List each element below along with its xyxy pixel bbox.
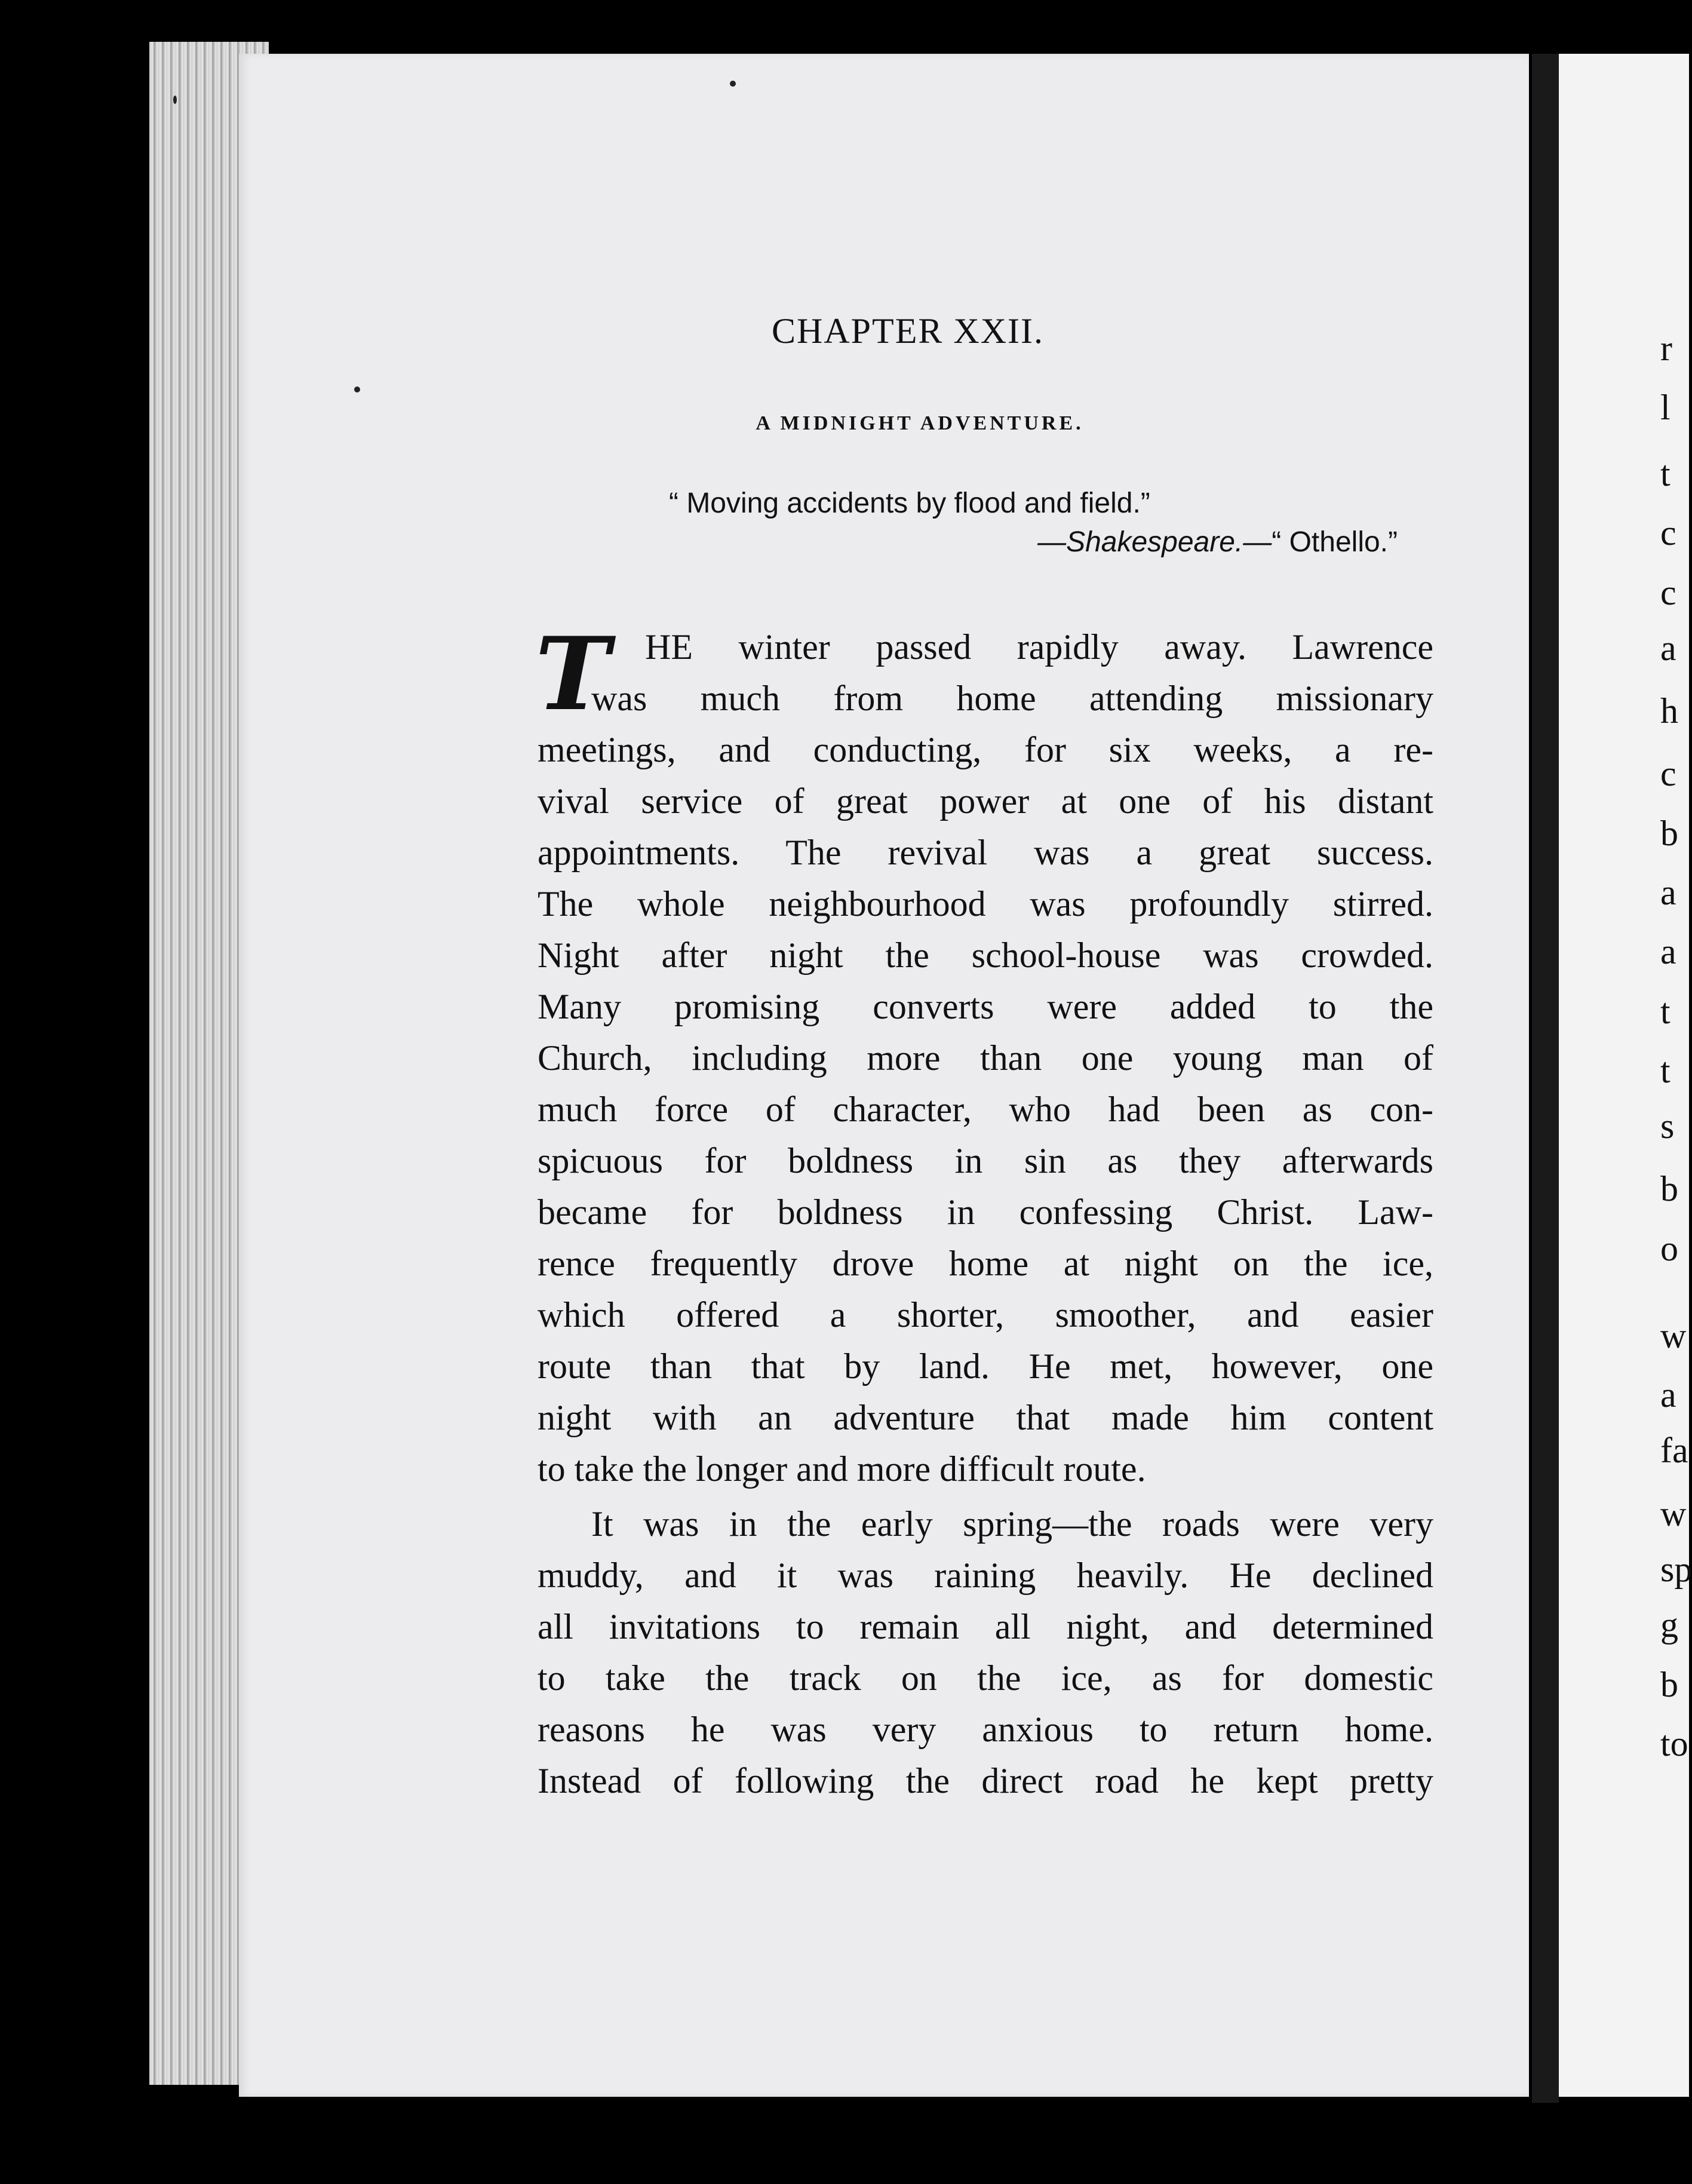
text-line: route than that by land. He met, however, one <box>538 1346 1433 1386</box>
epigraph <box>669 487 1398 559</box>
epigraph-author: —Shakespeare.— <box>1037 526 1272 558</box>
facing-page-letter: c <box>1660 572 1676 612</box>
facing-page-letter: a <box>1660 628 1676 668</box>
facing-page-letter: b <box>1660 1169 1678 1209</box>
facing-page-letter: r <box>1660 328 1672 368</box>
text-line: spicuous for boldness in sin as they afterwards <box>538 1141 1433 1180</box>
paragraph <box>538 621 1433 1495</box>
text-line: rence frequently drove home at night on the ice, <box>538 1244 1433 1283</box>
text-line: was much from home attending missionary <box>591 679 1433 718</box>
text-line: all invitations to remain all night, and determined <box>538 1607 1433 1646</box>
facing-page-letter: c <box>1660 754 1676 794</box>
text-line: Church, including more than one young man of <box>538 1038 1433 1078</box>
facing-page-letter: l <box>1660 388 1670 428</box>
facing-page-letter: c <box>1660 513 1676 553</box>
facing-page-letter: a <box>1660 873 1676 912</box>
book-gutter <box>1532 54 1559 2103</box>
facing-page-letter: t <box>1660 454 1670 494</box>
facing-page-letter: g <box>1660 1605 1678 1645</box>
text-line: night with an adventure that made him content <box>538 1398 1433 1437</box>
facing-page-letter: sp <box>1660 1549 1692 1589</box>
text-line: vival service of great power at one of his distant <box>538 781 1433 821</box>
text-line: to take the track on the ice, as for domestic <box>538 1658 1433 1698</box>
epigraph-quote: “ Moving accidents by flood and field.” <box>669 487 1150 519</box>
text-line: meetings, and conducting, for six weeks, a re- <box>538 730 1433 769</box>
facing-page-letter: t <box>1660 1050 1670 1090</box>
text-line: Night after night the school-house was crowded. <box>538 935 1433 975</box>
text-line: The whole neighbourhood was profoundly stirred. <box>538 884 1433 924</box>
text-line: to take the longer and more difficult route. <box>538 1449 1146 1489</box>
chapter-title: CHAPTER XXII. <box>772 311 1044 351</box>
body-text <box>535 615 1433 1806</box>
facing-page-letter: a <box>1660 1375 1676 1415</box>
chapter-subtitle: A MIDNIGHT ADVENTURE. <box>756 412 1084 434</box>
epigraph-work: “ Othello.” <box>1272 526 1398 558</box>
facing-page-letter: t <box>1660 991 1670 1031</box>
facing-page-letter: to <box>1660 1723 1688 1763</box>
facing-page-letter: b <box>1660 813 1678 853</box>
facing-page-letter: h <box>1660 691 1678 731</box>
text-line: HE winter passed rapidly away. Lawrence <box>645 627 1433 667</box>
facing-page-letter: s <box>1660 1106 1675 1146</box>
ink-speck <box>173 96 177 104</box>
text-line: became for boldness in confessing Christ. Law- <box>538 1192 1433 1232</box>
drop-cap: T <box>535 615 610 733</box>
text-line: which offered a shorter, smoother, and easier <box>538 1295 1433 1335</box>
text-line: Many promising converts were added to the <box>538 987 1433 1026</box>
text-line: Instead of following the direct road he kept pretty <box>538 1761 1433 1800</box>
facing-page-letter: fa <box>1660 1431 1688 1471</box>
text-line: It was in the early spring—the roads were very <box>591 1504 1433 1544</box>
facing-page-letter: o <box>1660 1228 1678 1268</box>
facing-page-letter: w <box>1660 1315 1687 1355</box>
text-line: appointments. The revival was a great success. <box>538 833 1433 872</box>
facing-page-letter: b <box>1660 1664 1678 1704</box>
text-line: muddy, and it was raining heavily. He declined <box>538 1556 1433 1595</box>
epigraph-attribution <box>669 526 1398 559</box>
facing-page-letter: a <box>1660 932 1676 972</box>
text-line: much force of character, who had been as con- <box>538 1090 1433 1129</box>
text-line: reasons he was very anxious to return home. <box>538 1710 1433 1749</box>
ink-speck <box>730 81 736 87</box>
ink-speck <box>354 387 360 392</box>
facing-page-letter: w <box>1660 1493 1687 1533</box>
paragraph <box>538 1498 1433 1806</box>
